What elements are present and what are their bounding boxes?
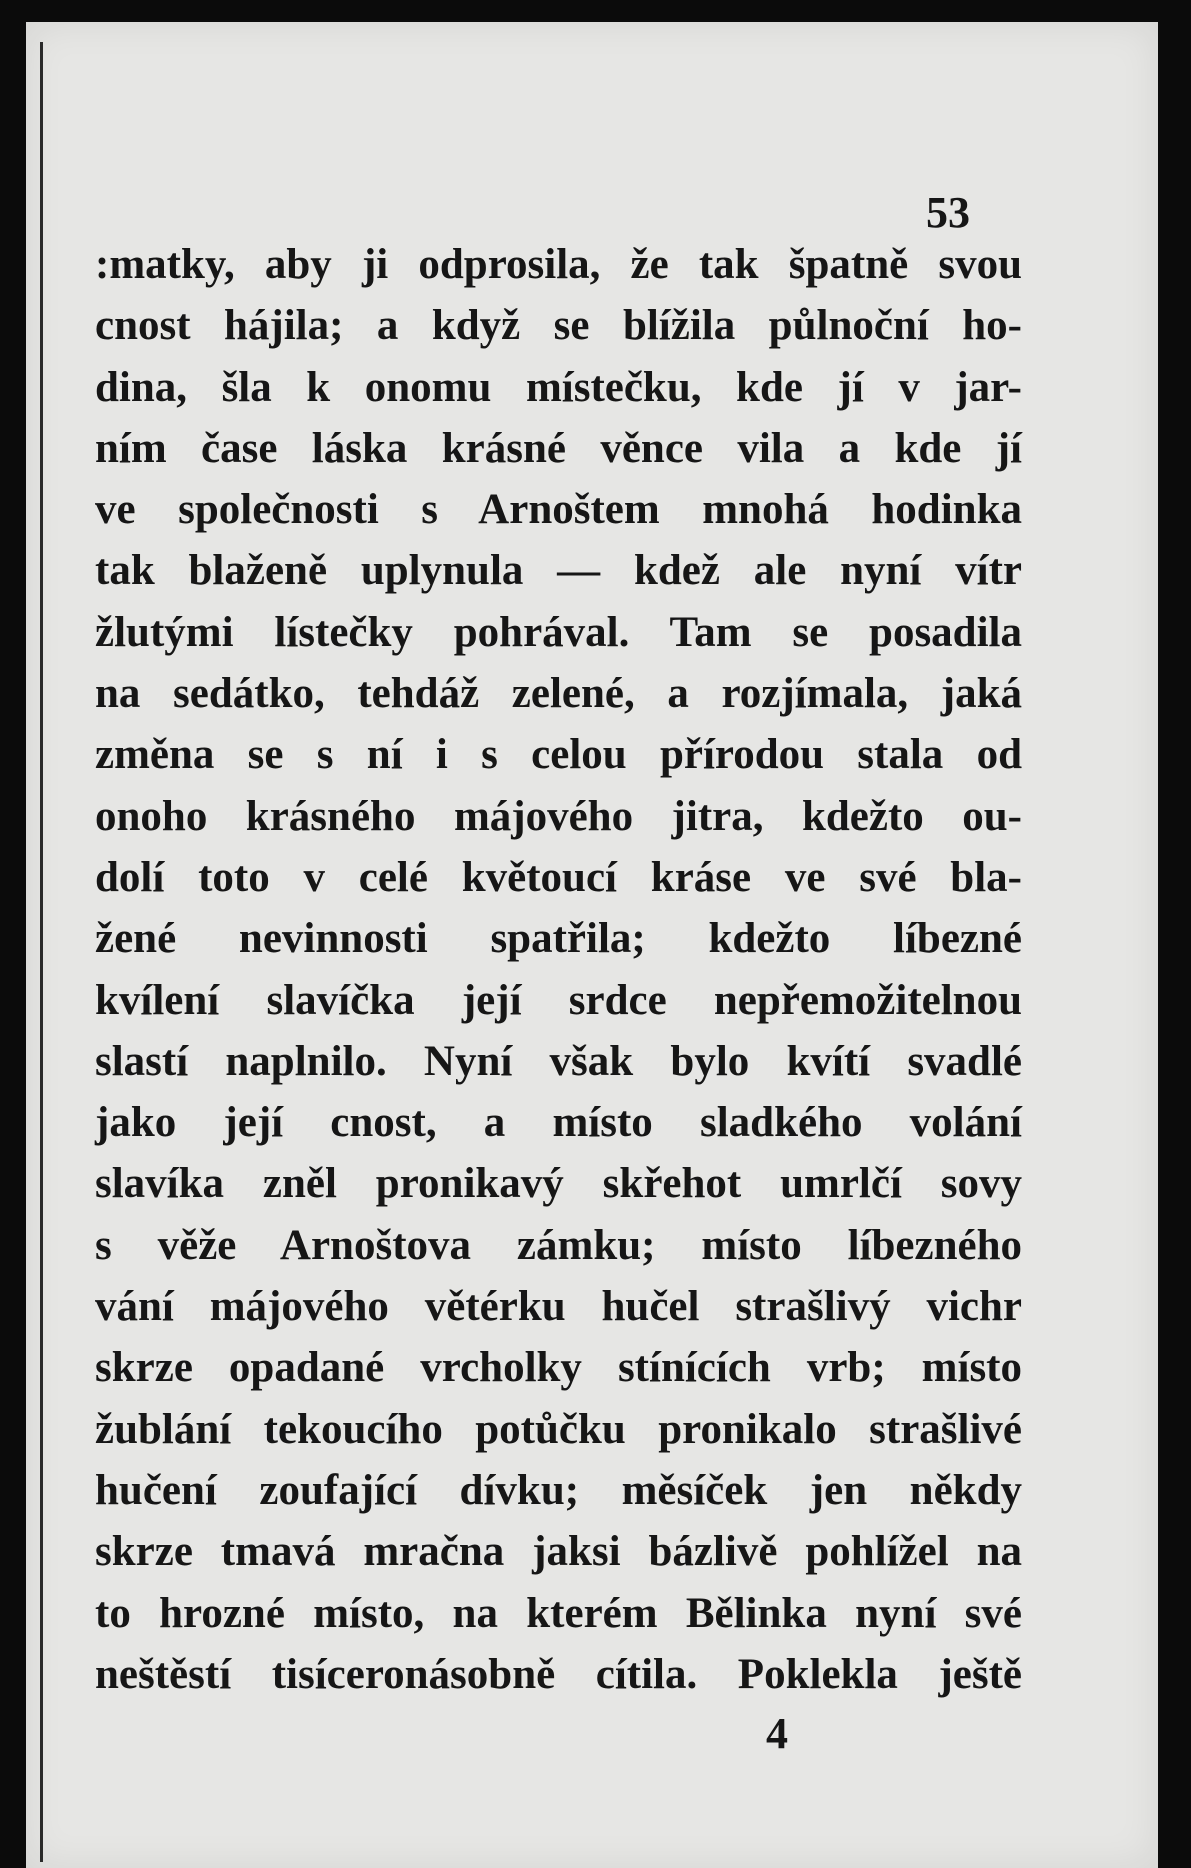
text-line: vání májového větérku hučel strašlivý vichr <box>95 1283 1022 1331</box>
text-line: ve společnosti s Arnoštem mnohá hodinka <box>95 486 1022 534</box>
body-text <box>95 234 1022 1705</box>
text-line: dolí toto v celé květoucí kráse ve své bla- <box>95 853 1022 901</box>
page-edge-shadow <box>40 42 43 1862</box>
text-line: neštěstí tisíceronásobně cítila. Poklekla ještě <box>95 1650 1022 1698</box>
text-line: dina, šla k onomu místečku, kde jí v jar- <box>95 363 1022 411</box>
signature-mark: 4 <box>766 1709 788 1758</box>
text-line: skrze tmavá mračna jaksi bázlivě pohlížel na <box>95 1528 1022 1576</box>
text-line: tak blaženě uplynula — kdež ale nyní vítr <box>95 547 1022 595</box>
page-number: 53 <box>926 188 970 237</box>
text-line: změna se s ní i s celou přírodou stala od <box>95 731 1022 779</box>
text-line: hučení zoufající dívku; měsíček jen někdy <box>95 1466 1022 1514</box>
text-line: žlutými lístečky pohrával. Tam se posadila <box>95 608 1022 656</box>
text-line: to hrozné místo, na kterém Bělinka nyní své <box>95 1589 1022 1637</box>
text-line: slavíka zněl pronikavý skřehot umrlčí sovy <box>95 1160 1022 1208</box>
text-line: ním čase láska krásné věnce vila a kde jí <box>95 424 1022 472</box>
text-line: slastí naplnilo. Nyní však bylo kvítí svadlé <box>95 1037 1022 1085</box>
text-line: skrze opadané vrcholky stínících vrb; místo <box>95 1344 1022 1392</box>
text-line: onoho krásného májového jitra, kdežto ou- <box>95 792 1022 840</box>
text-line: žublání tekoucího potůčku pronikalo strašlivé <box>95 1405 1022 1453</box>
text-line: kvílení slavíčka její srdce nepřemožitelnou <box>95 976 1022 1024</box>
text-line: :matky, aby ji odprosila, že tak špatně svou <box>95 241 1022 288</box>
text-line: s věže Arnoštova zámku; místo líbezného <box>95 1221 1022 1269</box>
text-line: na sedátko, tehdáž zelené, a rozjímala, jaká <box>95 670 1022 718</box>
text-line: jako její cnost, a místo sladkého volání <box>95 1099 1022 1147</box>
text-line: cnost hájila; a když se blížila půlnoční ho- <box>95 302 1022 350</box>
text-line: žené nevinnosti spatřila; kdežto líbezné <box>95 915 1022 963</box>
book-page <box>26 22 1158 1868</box>
